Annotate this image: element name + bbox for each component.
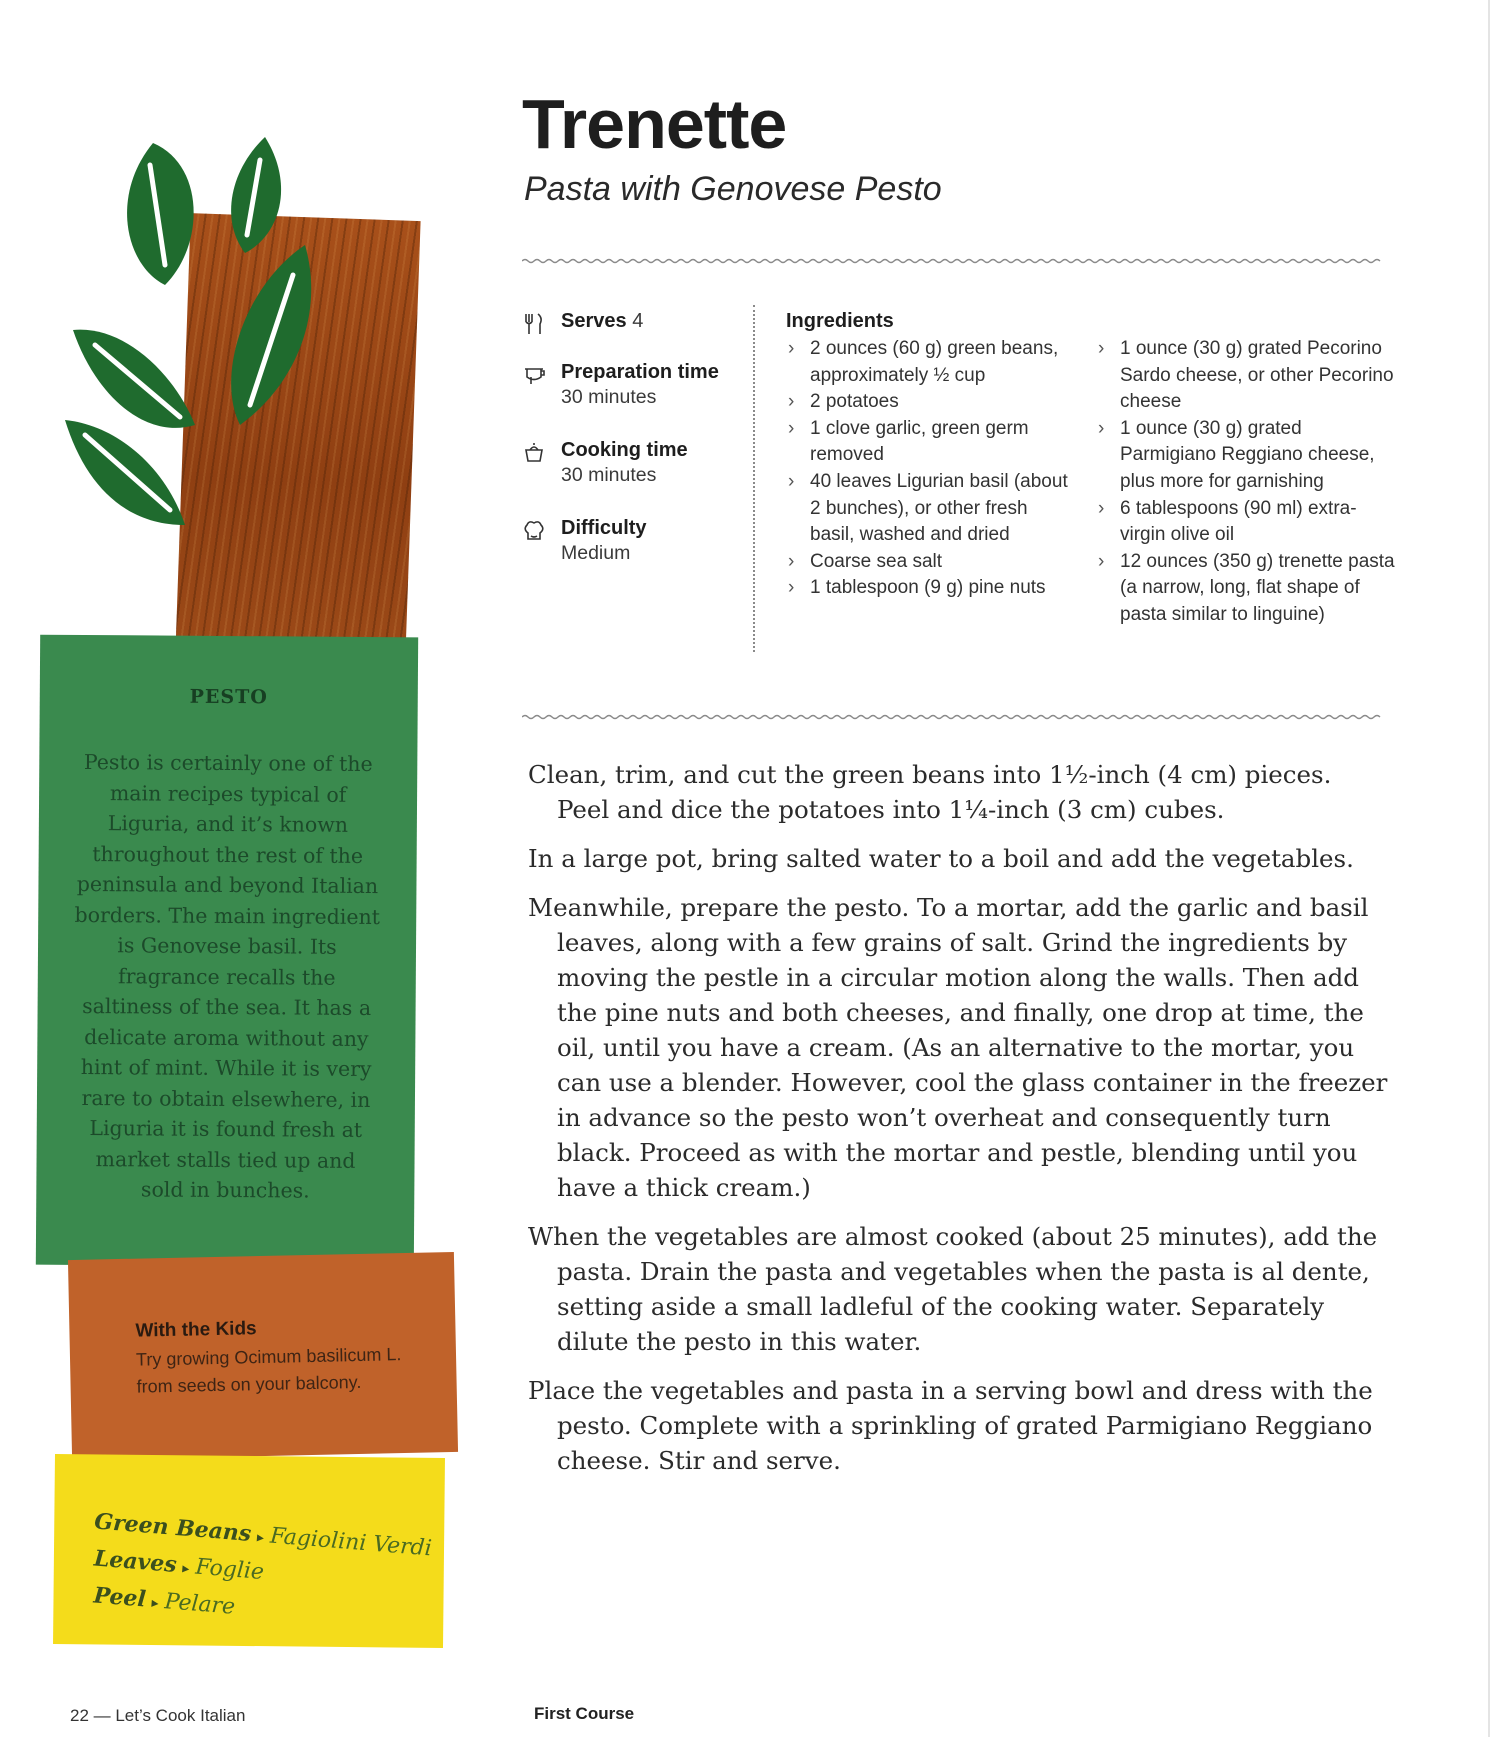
fork-knife-icon — [523, 312, 545, 336]
arrow-icon: ▸ — [181, 1560, 191, 1578]
method-step: Meanwhile, prepare the pesto. To a mortar, add the garlic and basil leaves, along with a few grains of salt. Grind the ingredients by moving the pestle in a circular motion along the walls. Then add the pine nuts and both cheeses, and finally, one drop at time, the oil, until you have a cream. (As an alternative to the mortar, you can use a blender. However, cool the glass container in the freezer in advance so the pesto won’t overheat and consequently turn black. Proceed as with the mortar and pestle, blending until you have a thick cream.) — [528, 893, 1388, 1202]
pesto-text: Pesto is certainly one of the main recipes typical of Liguria, and it’s known throughout the rest of the peninsula and beyond Italian borders. The main ingredient is Genovese basil. Its fragrance recalls the saltiness of the sea. It has a delicate aroma without any hint of mint. While it is very rare to obtain elsewhere, in Liguria it is found fresh at market stalls tied up and sold in bunches. — [74, 749, 381, 1203]
with-the-kids-box — [68, 1252, 458, 1460]
ingredient-item: › Coarse sea salt — [786, 549, 1076, 576]
vertical-divider — [753, 305, 757, 652]
page-edge — [1488, 0, 1490, 1737]
recipe-subtitle: Pasta with Genovese Pesto — [524, 170, 942, 208]
vocab-en: Green Beans — [93, 1508, 253, 1547]
ingredient-item: › 12 ounces (350 g) trenette pasta (a narrow, long, flat shape of pasta similar to linguine) — [1096, 549, 1396, 629]
ingredient-item: › 1 ounce (30 g) grated Pecorino Sardo cheese, or other Pecorino cheese — [1096, 336, 1396, 416]
ingredients-list-1 — [786, 336, 1076, 602]
vocab-it: Fagiolini Verdi — [269, 1523, 433, 1562]
page-footer-section: First Course — [534, 1704, 635, 1723]
vocab-it: Pelare — [163, 1589, 237, 1620]
serves-value: 4 — [632, 310, 644, 332]
difficulty-info — [523, 517, 733, 567]
ingredients-heading: Ingredients — [786, 310, 894, 332]
prep-time-info — [523, 361, 733, 411]
wavy-divider — [522, 713, 1384, 721]
ingredients-list-2 — [1096, 336, 1396, 629]
page-footer-number: 22 — Let’s Cook Italian — [70, 1706, 246, 1725]
prep-time-value: 30 minutes — [561, 386, 657, 408]
pot-icon — [523, 363, 545, 387]
cooking-time-info — [523, 439, 733, 489]
basil-leaves-illustration — [55, 125, 395, 605]
wavy-divider — [522, 257, 1384, 265]
prep-time-label: Preparation time — [561, 361, 719, 383]
ingredient-item: › 1 ounce (30 g) grated Parmigiano Reggiano cheese, plus more for garnishing — [1096, 416, 1396, 496]
difficulty-value: Medium — [561, 542, 631, 564]
method-step: Place the vegetables and pasta in a serving bowl and dress with the pesto. Complete with a sprinkling of grated Parmigiano Reggiano cheese. Stir and serve. — [528, 1376, 1373, 1475]
cooking-time-value: 30 minutes — [561, 464, 657, 486]
vocabulary-box — [53, 1454, 445, 1648]
ingredient-item: › 6 tablespoons (90 ml) extra-virgin olive oil — [1096, 496, 1396, 549]
kids-title: With the Kids — [135, 1318, 257, 1342]
ingredient-item: › 40 leaves Ligurian basil (about 2 bunches), or other fresh basil, washed and dried — [786, 469, 1076, 549]
vocab-en: Peel — [92, 1582, 147, 1613]
serves-info — [523, 310, 733, 333]
arrow-icon: ▸ — [256, 1529, 265, 1547]
arrow-icon: ▸ — [150, 1595, 160, 1612]
ingredient-item: › 1 clove garlic, green germ removed — [786, 416, 1076, 469]
cooking-time-label: Cooking time — [561, 439, 688, 461]
recipe-info-panel — [523, 310, 733, 595]
pesto-sidebar-box — [36, 635, 418, 1268]
vocab-it: Foglie — [194, 1554, 265, 1586]
difficulty-label: Difficulty — [561, 517, 647, 539]
chef-hat-icon — [523, 519, 545, 543]
vocab-en: Leaves — [92, 1545, 178, 1578]
recipe-title: Trenette — [522, 85, 787, 163]
kids-text: Try growing Ocimum basilicum L. from seeds on your balcony. — [135, 1344, 402, 1397]
method-steps — [528, 757, 1388, 1492]
ingredient-item: › 1 tablespoon (9 g) pine nuts — [786, 575, 1076, 602]
method-step: When the vegetables are almost cooked (about 25 minutes), add the pasta. Drain the pasta and vegetables when the pasta is al dente, setting aside a small ladleful of the cooking water. Separately dilute the pesto in this water. — [528, 1222, 1378, 1356]
ingredient-item: › 2 potatoes — [786, 389, 1076, 416]
pesto-title: PESTO — [189, 685, 268, 709]
serves-label: Serves 4 — [561, 310, 644, 332]
ingredient-item: › 2 ounces (60 g) green beans, approximately ½ cup — [786, 336, 1076, 389]
method-step: Clean, trim, and cut the green beans into 1½-inch (4 cm) pieces. Peel and dice the potatoes into 1¼-inch (3 cm) cubes. — [528, 760, 1332, 824]
pan-icon — [523, 441, 545, 465]
method-step: In a large pot, bring salted water to a boil and add the vegetables. — [528, 844, 1354, 873]
basil-leaf — [127, 143, 194, 285]
